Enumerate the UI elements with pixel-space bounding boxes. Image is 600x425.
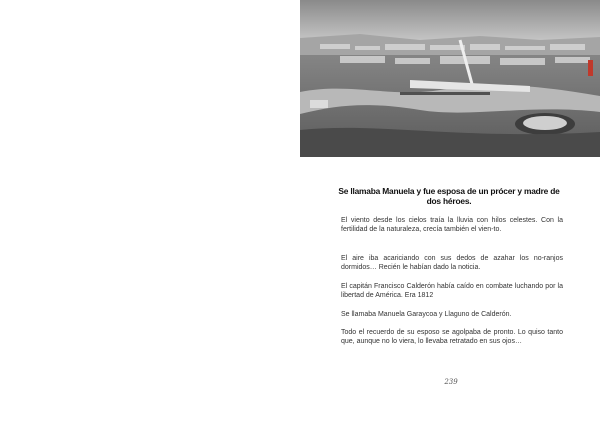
city-panorama-image: [300, 0, 600, 157]
historical-city-photo: [300, 0, 600, 157]
page-number: 239: [444, 378, 458, 386]
paragraph-3: El capitán Francisco Calderón había caído en combate luchando por la libertad de América. Era 1812: [341, 283, 563, 300]
paragraph-5: Todo el recuerdo de su esposo se agolpaba de pronto. Lo quiso tanto que, aunque no lo viera, lo llevaba retratado en sus ojos…: [341, 329, 563, 346]
paragraph-2: El aire iba acariciando con sus dedos de azahar los no-ranjos dormidos… Recién le habían dado la noticia.: [341, 255, 563, 272]
chapter-heading: Se llamaba Manuela y fue esposa de un prócer y madre de dos héroes.: [338, 186, 560, 206]
paragraph-1: El viento desde los cielos traía la lluvia con hilos celestes. Con la fertilidad de la naturaleza, crecía también el vien-to.: [341, 217, 563, 234]
paragraph-4: Se llamaba Manuela Garaycoa y Llaguno de Calderón.: [341, 311, 512, 318]
